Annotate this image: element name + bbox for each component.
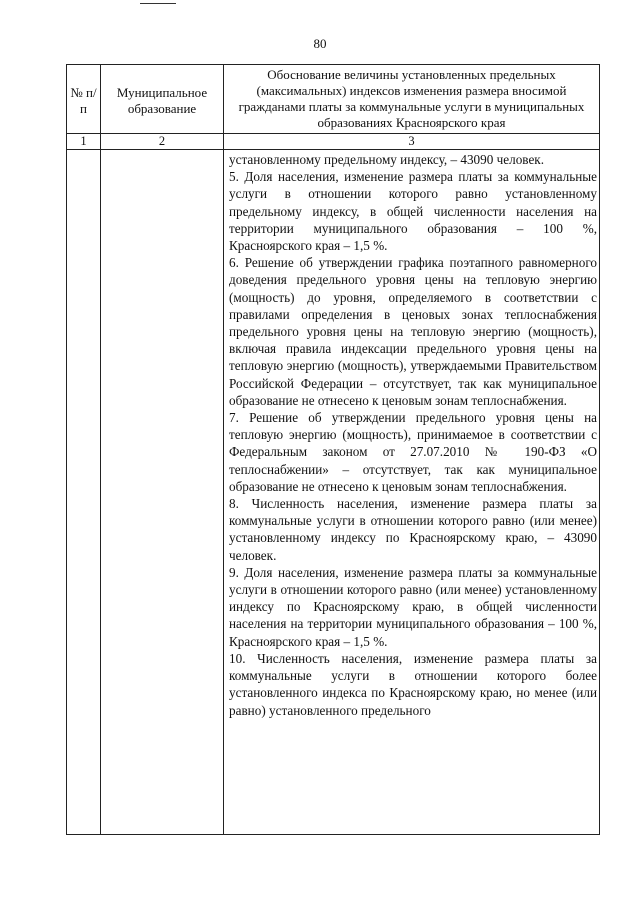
paragraph: 8. Численность населения, изменение размера платы за коммунальные услуги в отношении которого равно (или менее) установленному индексу по Красноярскому краю, – 43090 человек. [229, 496, 597, 563]
column-number-1: 1 [67, 134, 101, 150]
column-number-3: 3 [224, 134, 600, 150]
column-number-row [67, 134, 600, 150]
paragraph: 9. Доля населения, изменение размера платы за коммунальные услуги в отношении которого равно (или менее) установленному индексу по Красноярскому краю, в общей численности населения на территории муниципального образования – 100 %, Красноярского края – 1,5 %. [229, 564, 597, 649]
paragraph: 10. Численность населения, изменение размера платы за коммунальные услуги в отношении которого более установленного индекса по Красноярскому краю, но менее (или равно) установленного предельного [229, 650, 597, 718]
row-justification-cell [224, 150, 600, 835]
paragraph: 7. Решение об утверждении предельного уровня цены на тепловую энергию (мощность), принимаемое в соответствии с Федеральным законом от 27.07.2010 № 190-ФЗ «О теплоснабжении» – отсутствует, так как муниципальное образование не отнесено к ценовым зонам теплоснабжения. [229, 410, 597, 494]
header-number: № п/п [67, 65, 101, 134]
top-rule-mark [140, 3, 176, 4]
page-number: 80 [313, 36, 327, 51]
paragraph: 5. Доля населения, изменение размера платы за коммунальные услуги в отношении которого равно установленному предельному индексу, в общей численности населения на территории муниципального образования – 100 %, Красноярского края – 1,5 %. [229, 169, 597, 254]
row-number-cell [67, 150, 101, 835]
table-row [67, 150, 600, 835]
header-justification: Обоснование величины установленных предельных (максимальных) индексов изменения размера вносимой гражданами платы за коммунальные услуги в муниципальных образованиях Красноярского края [224, 65, 600, 134]
header-municipality: Муниципальное образование [101, 65, 224, 134]
row-municipality-cell [101, 150, 224, 835]
justification-table [66, 64, 600, 835]
paragraph: установленному предельному индексу, – 43090 человек. [229, 152, 545, 167]
justification-text [224, 150, 599, 719]
table-header-row [67, 65, 600, 134]
column-number-2: 2 [101, 134, 224, 150]
paragraph: 6. Решение об утверждении графика поэтапного равномерного доведения предельного уровня цены на тепловую энергию (мощность) до уровня, определяемого в соответствии с правилами определения в ценовых зонах теплоснабжения предельного уровня цены на тепловую энергию (мощность), включая правила индексации предельного уровня цены на тепловую энергию (мощность), утверждаемыми Правительством Российской Федерации – отсутствует, так как муниципальное образование не отнесено к ценовым зонам теплоснабжения. [229, 255, 597, 408]
